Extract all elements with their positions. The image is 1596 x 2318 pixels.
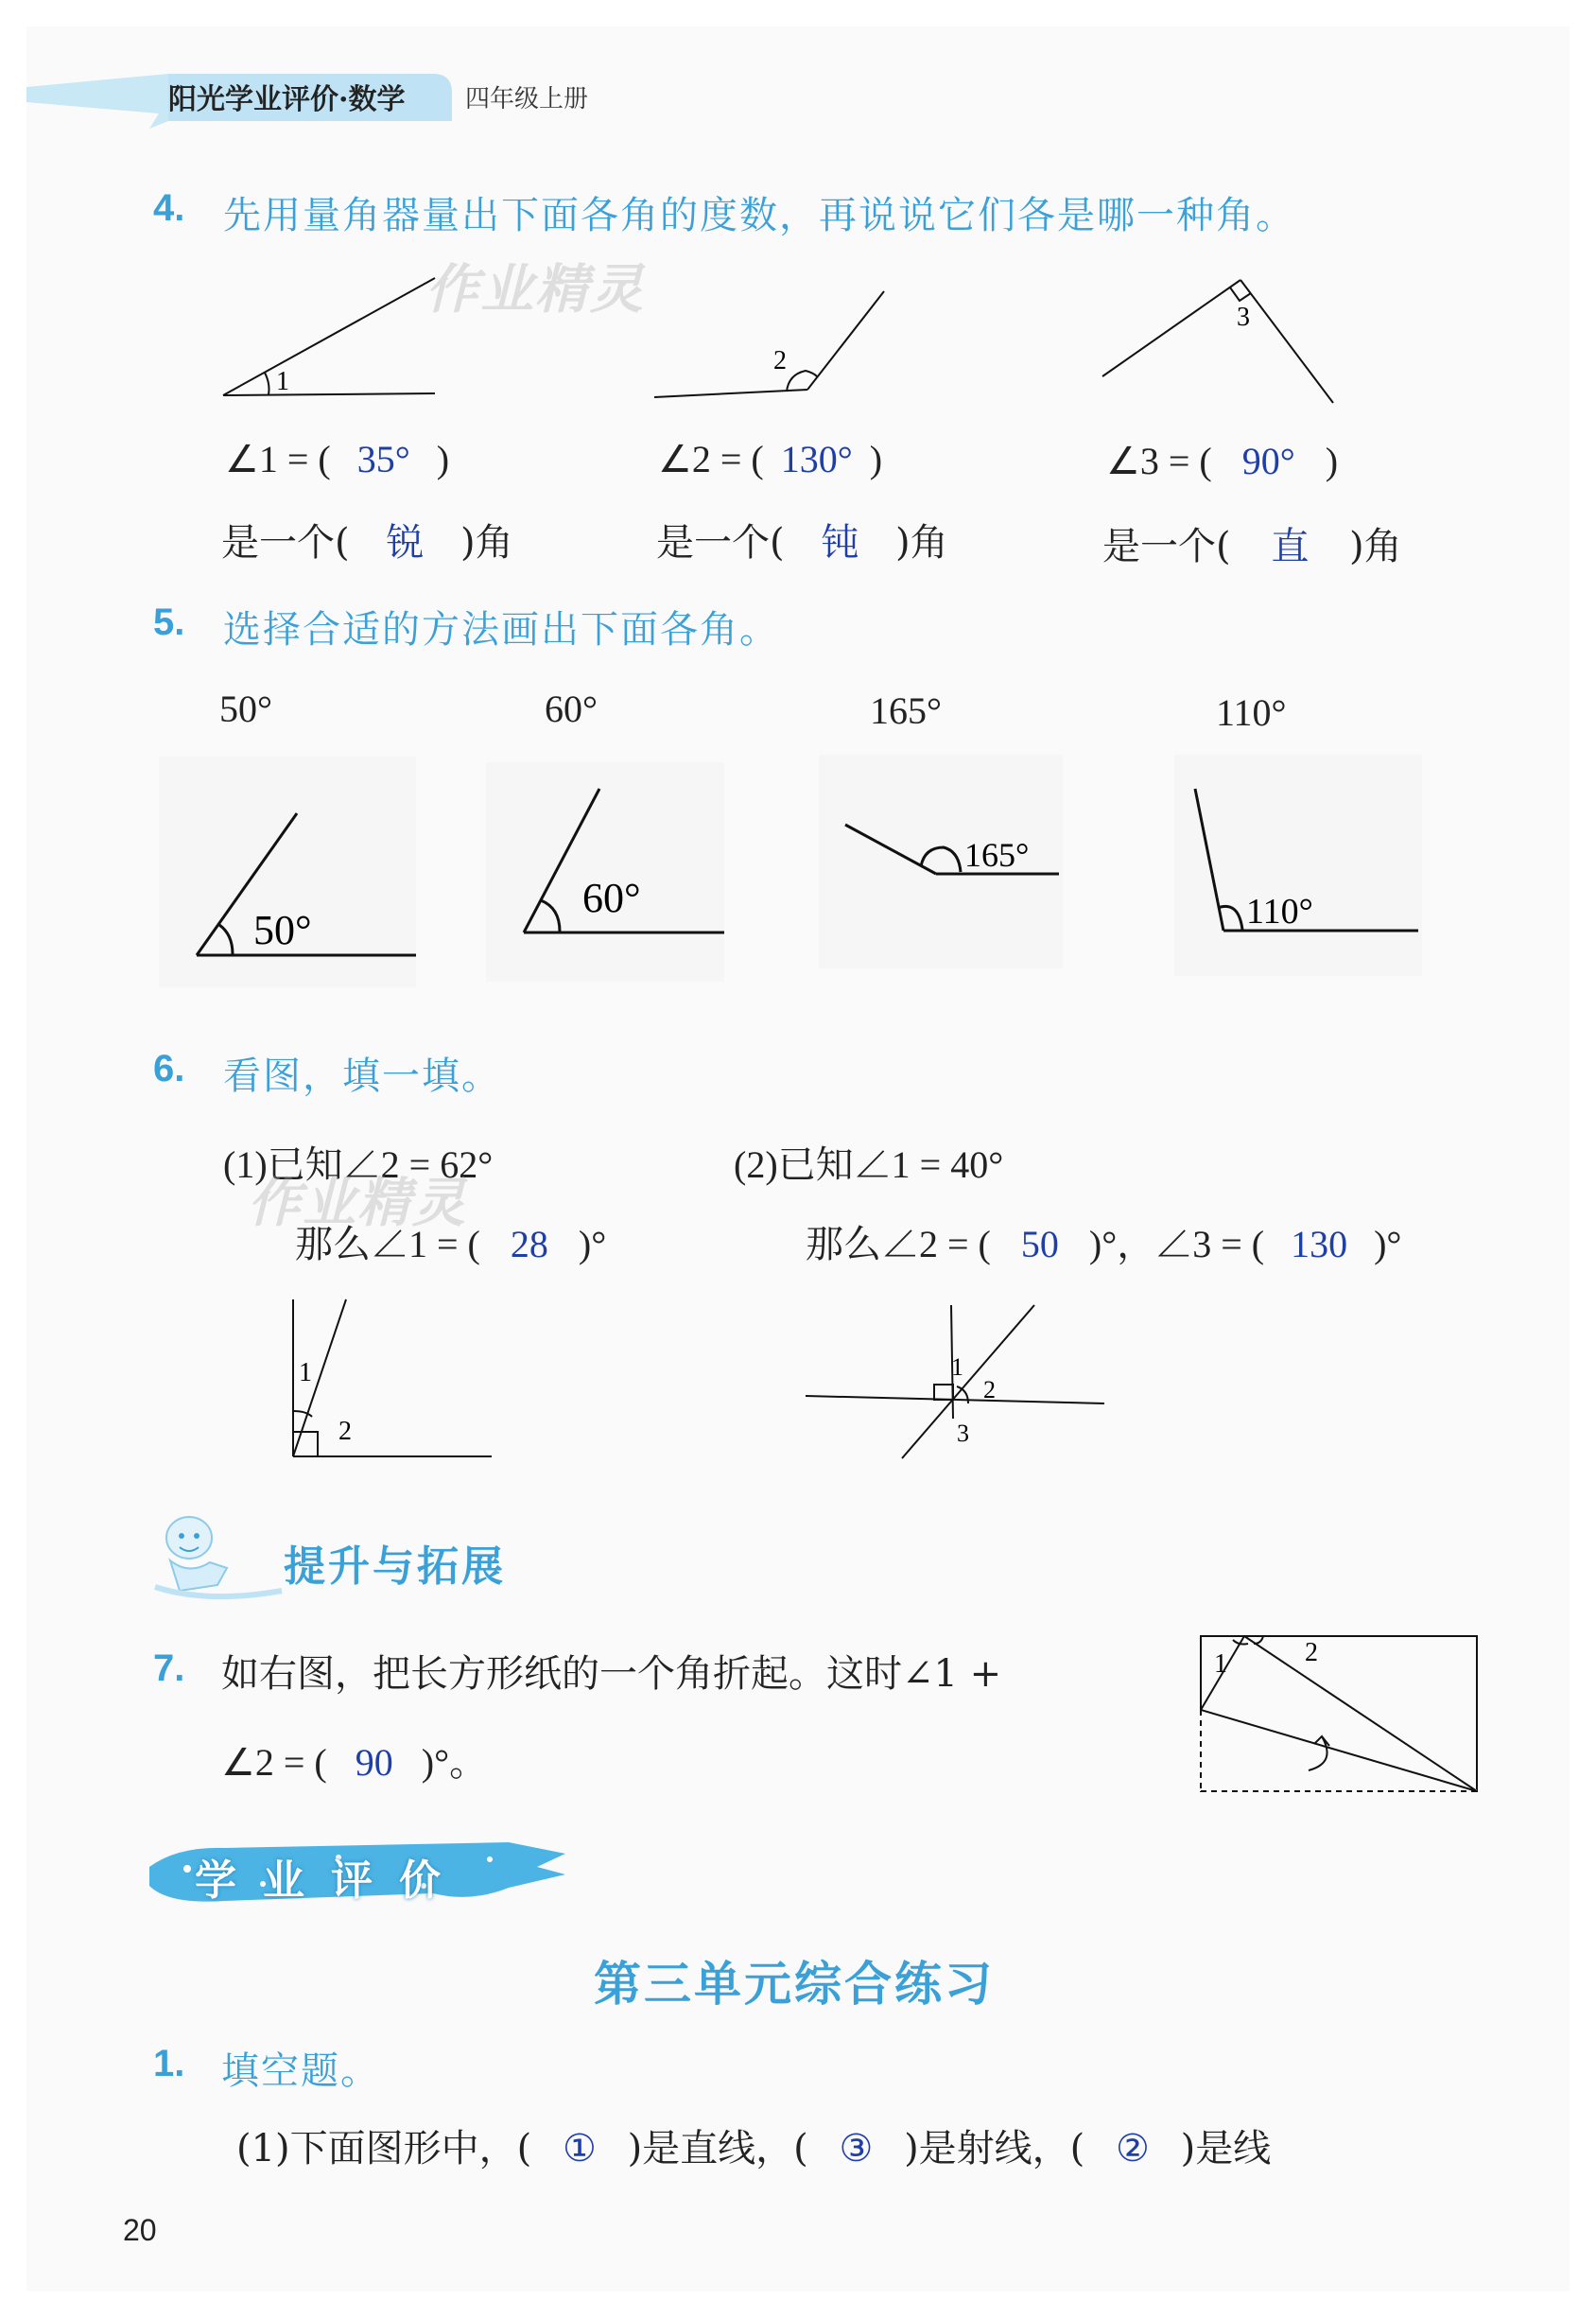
mascot-icon (151, 1500, 284, 1604)
angle-1-type (221, 513, 513, 566)
s1-title: 填空题。 (221, 2049, 380, 2093)
angle-1-equation (225, 437, 449, 481)
text-seg: )是射线，( (904, 2127, 1085, 2170)
type-suffix: )角 (895, 521, 948, 565)
angle-3-type (1102, 516, 1402, 570)
angle-1-type-answer: 锐 (386, 521, 425, 565)
q7-number: 7. (153, 1647, 185, 1689)
header-title: 阳光学业评价·数学 (168, 83, 406, 116)
q4-title: 先用量角器量出下面各角的度数，再说说它们各是哪一种角。 (223, 194, 1295, 237)
watermark-2: 作业精灵 (248, 1173, 467, 1234)
text-seg: )是线 (1180, 2127, 1272, 2170)
line2-prefix: ∠2 = ( (221, 1741, 327, 1784)
drawn-angle-60 (524, 789, 724, 932)
s1-answer-2: ③ (839, 2127, 874, 2170)
banner-char: 评 (331, 1856, 399, 1905)
extension-title: 提升与拓展 (284, 1542, 506, 1591)
drawn-angle-110 (1195, 789, 1418, 932)
banner-char: 业 (263, 1856, 331, 1905)
angle-3-equation (1106, 439, 1338, 483)
q7-line1: 如右图，把长方形纸的一个角折起。这时∠1 + (221, 1652, 1002, 1696)
s1-answer-1: ① (562, 2127, 597, 2170)
fig1-label-1: 1 (299, 1358, 312, 1387)
drawn-angle-165 (845, 825, 1059, 874)
unit-title: 第三单元综合练习 (594, 1957, 995, 2012)
drawn-label-60: 60° (582, 875, 641, 921)
angle-3-figure (1102, 280, 1333, 403)
type-suffix: )角 (460, 521, 513, 565)
q7-label-1: 1 (1214, 1649, 1227, 1679)
fig2-label-1: 1 (951, 1353, 963, 1381)
angle-2-figure (654, 291, 884, 397)
drawn-angle-50 (197, 813, 416, 955)
q6-title: 看图，填一填。 (223, 1054, 501, 1098)
q6-figures (284, 1286, 1135, 1466)
q6-part1-ask (295, 1214, 606, 1268)
q6-part2-ask (806, 1214, 1401, 1268)
type-prefix: 是一个( (656, 521, 785, 565)
angle-2-label: 2 (773, 346, 787, 375)
angle-3-type-answer: 直 (1271, 525, 1310, 568)
eq-suffix: ) (1325, 440, 1339, 482)
q6-part2-answer-a: 50 (1020, 1223, 1059, 1265)
drawn-label-165: 165° (964, 836, 1030, 874)
q5-number: 5. (153, 601, 185, 643)
q6-part2-answer-b: 130 (1291, 1223, 1348, 1265)
q5-drawn-angles (159, 757, 1426, 993)
q7-label-2: 2 (1305, 1638, 1318, 1667)
fig1-label-2: 2 (338, 1417, 352, 1446)
ask-prefix: 那么∠1 = ( (295, 1223, 480, 1265)
banner-char: 学 (195, 1856, 263, 1905)
text-seg: )是直线，( (627, 2127, 808, 2170)
q5-given-4: 110° (1216, 691, 1287, 734)
eq-prefix: ∠1 = ( (225, 438, 331, 480)
q6-part1-given: (1)已知∠2 = 62° (223, 1143, 494, 1186)
eq-prefix: ∠3 = ( (1106, 440, 1212, 482)
banner-char: 价 (399, 1856, 467, 1905)
angle-2-type (656, 513, 948, 566)
page-number: 20 (123, 2213, 157, 2247)
line2-suffix: )°。 (421, 1741, 488, 1784)
ask-suffix: )° (578, 1223, 607, 1265)
q6-part1-answer: 28 (510, 1223, 548, 1265)
q6-number: 6. (153, 1048, 185, 1089)
eq-suffix: ) (869, 438, 883, 480)
type-suffix: )角 (1349, 525, 1402, 568)
q5-title: 选择合适的方法画出下面各角。 (223, 608, 779, 652)
angle-3-answer: 90° (1241, 440, 1295, 482)
s1-number: 1. (153, 2043, 185, 2084)
type-prefix: 是一个( (1102, 525, 1231, 568)
s1-item-1 (236, 2118, 1271, 2172)
q5-given-1: 50° (219, 688, 272, 730)
watermark: 作业精灵 (425, 259, 645, 321)
angle-2-answer: 130° (780, 438, 853, 480)
q4-angle-figures (208, 265, 1399, 416)
angle-1-label: 1 (276, 367, 289, 396)
eq-prefix: ∠2 = ( (658, 438, 764, 480)
banner-text (195, 1846, 467, 1907)
text-seg: (1)下面图形中，( (236, 2127, 532, 2170)
q7-line2 (221, 1733, 487, 1786)
ask-prefix: 那么∠2 = ( (806, 1223, 991, 1265)
eq-suffix: ) (436, 438, 450, 480)
fig2-label-2: 2 (983, 1376, 996, 1403)
q6-figure-2 (806, 1305, 1104, 1458)
angle-3-label: 3 (1237, 303, 1250, 332)
s1-answer-3: ② (1116, 2127, 1150, 2170)
header-grade: 四年级上册 (465, 85, 589, 113)
q7-figure (1195, 1630, 1483, 1797)
fig2-label-3: 3 (957, 1420, 969, 1447)
ask-suffix: )° (1374, 1223, 1402, 1265)
angle-2-equation (658, 437, 882, 481)
angle-2-type-answer: 钝 (821, 521, 859, 565)
angle-1-answer: 35° (356, 438, 410, 480)
drawn-label-50: 50° (253, 907, 312, 953)
drawn-label-110: 110° (1246, 892, 1313, 932)
ask-mid: )°，∠3 = ( (1088, 1223, 1265, 1265)
angle-1-figure (223, 278, 435, 396)
q5-given-2: 60° (545, 688, 598, 730)
q6-part2-given: (2)已知∠1 = 40° (734, 1143, 1004, 1186)
q7-answer: 90 (355, 1741, 393, 1784)
type-prefix: 是一个( (221, 521, 350, 565)
q6-figure-1 (293, 1299, 492, 1456)
q4-number: 4. (153, 187, 185, 229)
q5-given-3: 165° (870, 689, 942, 732)
